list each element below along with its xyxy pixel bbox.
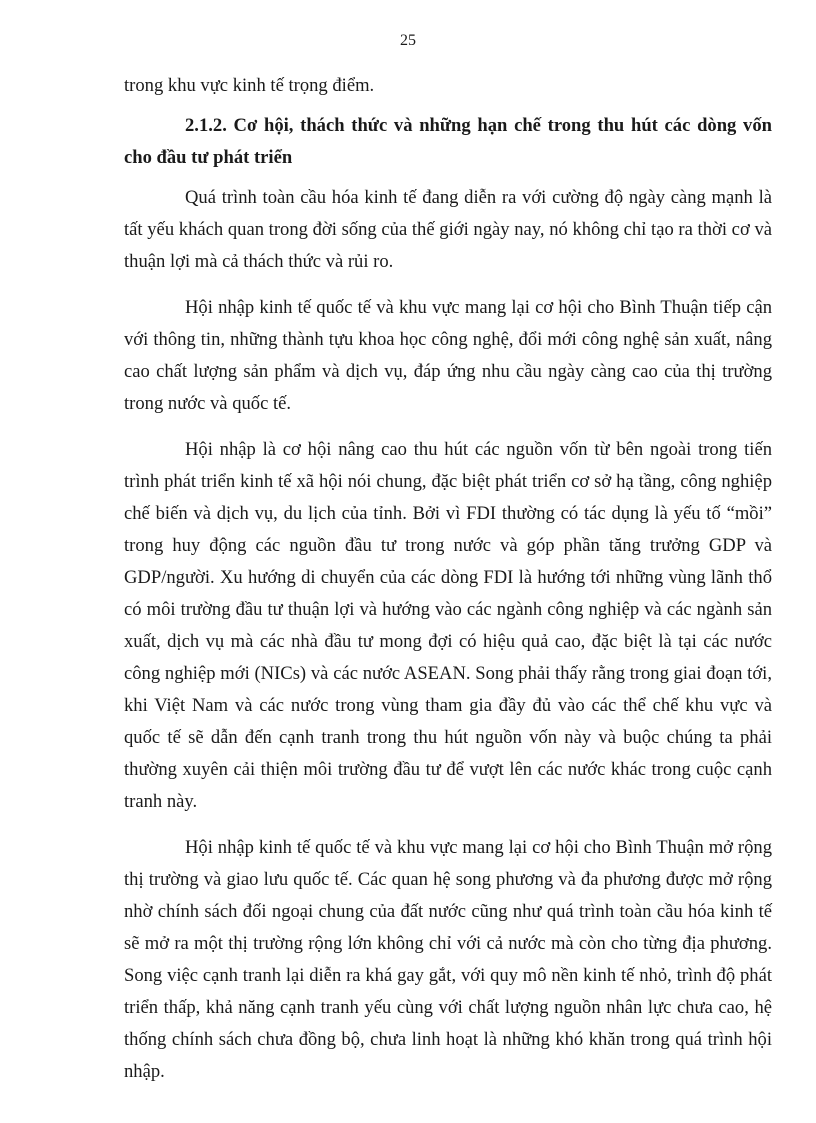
paragraph-4: Hội nhập kinh tế quốc tế và khu vực mang lại cơ hội cho Bình Thuận mở rộng thị trường và giao lưu quốc tế. Các quan hệ song phương và đa phương được mở rộng nhờ chính sách đối ngoại chung của đất nước cũng như quá trình toàn cầu hóa kinh tế sẽ mở ra một thị trường rộng lớn không chỉ với cả nước mà còn cho từng địa phương. Song việc cạnh tranh lại diễn ra khá gay gắt, với quy mô nền kinh tế nhỏ, trình độ phát triển thấp, khả năng cạnh tranh yếu cùng với chất lượng nguồn nhân lực chưa cao, hệ thống chính sách chưa đồng bộ, chưa linh hoạt là những khó khăn trong quá trình hội nhập. [124,837,772,1082]
page-number: 25 [400,32,416,49]
paragraph-3: Hội nhập là cơ hội nâng cao thu hút các nguồn vốn từ bên ngoài trong tiến trình phát triển kinh tế xã hội nói chung, đặc biệt phát triển cơ sở hạ tầng, công nghiệp chế biến và dịch vụ, du lịch của tỉnh. Bởi vì FDI thường có tác dụng là yếu tố “mồi” trong huy động các nguồn đầu tư trong nước và góp phần tăng trưởng GDP và GDP/người. Xu hướng di chuyển của các dòng FDI là hướng tới những vùng lãnh thổ có môi trường đầu tư thuận lợi và hướng vào các ngành công nghiệp và các ngành sản xuất, dịch vụ mà các nhà đầu tư mong đợi có hiệu quả cao, đặc biệt là tại các nước công nghiệp mới (NICs) và các nước ASEAN. Song phải thấy rằng trong giai đoạn tới, khi Việt Nam và các nước trong vùng tham gia đầy đủ vào các thể chế khu vực và quốc tế sẽ dẫn đến cạnh tranh trong thu hút nguồn vốn này và buộc chúng ta phải thường xuyên cải thiện môi trường đầu tư để vượt lên các nước khác trong cuộc cạnh tranh này. [124,439,772,812]
paragraph-2: Hội nhập kinh tế quốc tế và khu vực mang lại cơ hội cho Bình Thuận tiếp cận với thông tin, những thành tựu khoa học công nghệ, đổi mới công nghệ sản xuất, nâng cao chất lượng sản phẩm và dịch vụ, đáp ứng nhu cầu ngày càng cao của thị trường trong nước và quốc tế. [124,297,772,414]
paragraph-1: Quá trình toàn cầu hóa kinh tế đang diễn ra với cường độ ngày càng mạnh là tất yếu khách quan trong đời sống của thế giới ngày nay, nó không chỉ tạo ra thời cơ và thuận lợi mà cả thách thức và rủi ro. [124,187,772,272]
section-heading: 2.1.2. Cơ hội, thách thức và những hạn chế trong thu hút các dòng vốn cho đầu tư phát triển [124,115,772,168]
document-body [124,70,772,1102]
continuation-text: trong khu vực kinh tế trọng điểm. [124,75,375,96]
